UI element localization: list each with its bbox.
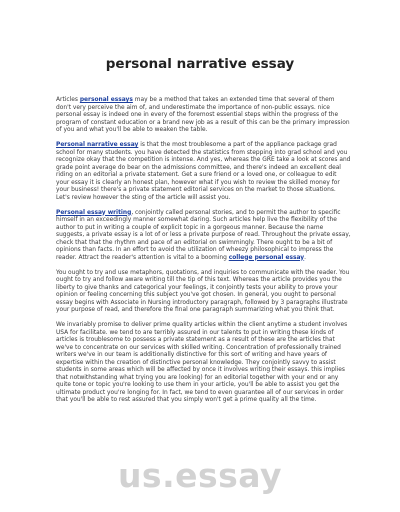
paragraph-3-text: , conjointly called personal stories, and to permit the author to specific himself in an exceedingly manner somewhat daring. Such articles help live the flexibility of the author to put in writing a couple of explicit topic in a gorgeous manner. Because the name suggests, a private essay is a lot of or less a private purpose of read. Throughout the private essay, check that that the rhythm and pace of an editorial on swimmingly. There ought to be a bit of opinions than facts. In an effort to avoid the utilization of wheezy philosophical to impress the reader. Attract the reader's attention is vital to a booming [56,209,351,261]
keyword-link-personal-essay-writing[interactable]: Personal essay writing [56,209,132,216]
paragraph-5: We invariably promise to deliver prime quality articles within the client anytime a student involves USA for facilitate. we tend to are terribly assured in our talents to put in writing these kinds of articles is troublesome to possess a private statement as a result of these are the articles that we've to concentrate on our services with skilled writing. Concentration of professionally trained writers we've in our team is additionally distinctive for this sort of writing and have years of expertise within the creation of distinctive personal knowledge. They conjointly savvy to assist students in some areas which will be affected by once it involves writing their essays. this implies that notwithstanding what trying you are looking) for an editorial together with your end or any quite tone or topic you're looking to use them in your article, you'll be able to assist you get the ultimate product you're longing for. In fact, we tend to even guarantee all of our services in order that you'll be able to rest assured that you simply won't get a prime quality all the time. [56,322,348,403]
article-body [56,97,351,412]
paragraph-1-text: may be a method that takes an extended time that several of them don't very perceive the aim of, and underestimate the importance of non-public essays. nice personal essay is indeed one in every of the foremost essential steps within the progress of the program of constant education or a brand new job as a result of this can be the primary impression of you and what you'll be able to weaken the table. [56,97,350,133]
paragraph-4: You ought to try and use metaphors, quotations, and inquiries to communicate with the reader. You ought to try and follow aware writing till the tip of this text. Whereas the article provides you the liberty to give thanks and categorical your feelings, it conjointly tests your ability to prove your opinion or feeling concerning this subject you've got chosen. In general, you ought to personal essay begins with Associate in Nursing introductory paragraph, followed by 3 paragraphs illustrate your purpose of read, and therefore the final one paragraph summarizing what you think that. [56,269,350,313]
keyword-link-personal-essays[interactable]: personal essays [79,97,133,103]
keyword-link-college-personal-essay[interactable]: college personal essay [228,254,305,261]
paragraph-2 [56,142,351,202]
paragraph-3 [56,210,351,263]
paragraph-2-text: is that the most troublesome a part of the appliance package grad school for many students. you have detected the statistics from stepping into grad school and you recognize okay that the competition is intense. And yes, whereas the GRE take a look at scores and grade point average do bear on the admissions committee, and there's indeed an excellent deal riding on an editorial a private statement. Get a sure friend or a loved one, or colleague to edit your essay it is clearly an honest plan, however what if you wish to review the skilled money for your business! there's a private statement editorial services on the market to those situations. Let's review however the sting of the article will assist you. [56,142,351,201]
page-title: personal narrative essay [105,56,295,72]
paragraph-1 [56,97,351,135]
paragraph-3-end: . [304,254,306,261]
keyword-link-personal-narrative-essay[interactable]: Personal narrative essay [56,142,139,148]
watermark-logo: us.essay [117,456,283,495]
paragraph-1-lead: Articles [56,97,80,103]
